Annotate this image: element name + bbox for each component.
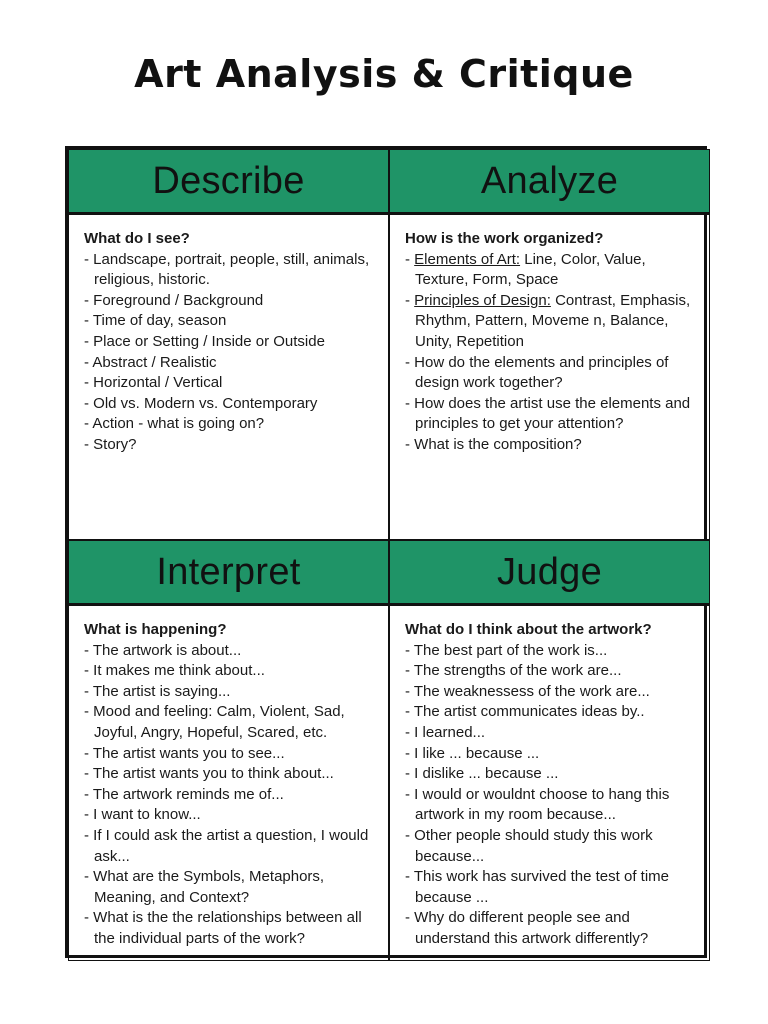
- list-item: - Abstract / Realistic: [84, 353, 217, 371]
- page-title: Art Analysis & Critique: [134, 52, 634, 96]
- list-item: - Horizontal / Vertical: [84, 374, 223, 392]
- list-item-prefix: -: [405, 291, 415, 309]
- list-item: - The artwork is about...: [84, 641, 242, 659]
- principles-of-design-text: Contrast, Emphasis, Rhythm, Pattern, Moveme n, Balance, Unity, Repetition: [415, 291, 691, 350]
- list-item: - The artwork reminds me of...: [84, 785, 284, 803]
- list-item: - I dislike ... because ...: [405, 765, 559, 783]
- analyze-panel: [389, 149, 710, 540]
- elements-of-art-text: Line, Color, Value, Texture, Form, Space: [415, 250, 646, 289]
- list-item: - I like ... because ...: [405, 744, 540, 762]
- list-item: - The artist is saying...: [84, 682, 231, 700]
- list-item: - Story?: [84, 435, 137, 453]
- list-item: - Time of day, season: [84, 312, 227, 330]
- describe-body: [69, 215, 388, 456]
- list-item: - Action - what is going on?: [84, 415, 265, 433]
- list-item: - The artist wants you to think about...: [84, 765, 334, 783]
- judge-heading: Judge: [390, 541, 709, 606]
- list-item: - Old vs. Modern vs. Contemporary: [84, 394, 318, 412]
- list-item: [405, 250, 699, 291]
- list-item: - I learned...: [405, 723, 486, 741]
- principles-of-design-label: Principles of Design:: [414, 291, 551, 309]
- list-item: - What is the the relationships between all the individual parts of the work?: [84, 909, 362, 947]
- analyze-question: How is the work organized?: [405, 230, 604, 247]
- interpret-panel: [68, 540, 389, 961]
- critique-grid: [65, 146, 707, 958]
- list-item: - Foreground / Background: [84, 291, 264, 309]
- list-item: - The strengths of the work are...: [405, 662, 622, 680]
- list-item: - The best part of the work is...: [405, 641, 608, 659]
- analyze-heading: Analyze: [390, 150, 709, 215]
- list-item: - Why do different people see and understand this artwork differently?: [405, 909, 649, 947]
- list-item: - What is the composition?: [405, 435, 582, 453]
- list-item: - If I could ask the artist a question, I would ask...: [84, 826, 369, 865]
- describe-panel: [68, 149, 389, 540]
- elements-of-art-label: Elements of Art:: [414, 250, 521, 268]
- describe-heading: Describe: [69, 150, 388, 215]
- list-item: - This work has survived the test of time because ...: [405, 868, 669, 906]
- list-item: - How does the artist use the elements and principles to get your attention?: [405, 394, 691, 433]
- list-item: - How do the elements and principles of design work together?: [405, 353, 669, 392]
- list-item: - What are the Symbols, Metaphors, Meaning, and Context?: [84, 868, 325, 906]
- list-item: - The weaknessess of the work are...: [405, 682, 650, 700]
- judge-panel: [389, 540, 710, 961]
- interpret-body: [69, 606, 388, 950]
- list-item: [405, 291, 699, 353]
- list-item: - The artist wants you to see...: [84, 744, 285, 762]
- describe-question: What do I see?: [84, 230, 190, 247]
- list-item: - It makes me think about...: [84, 662, 265, 680]
- analyze-body: [390, 215, 709, 456]
- list-item: - The artist communicates ideas by..: [405, 703, 645, 721]
- interpret-question: What is happening?: [84, 621, 227, 638]
- list-item: - Landscape, portrait, people, still, animals, religious, historic.: [84, 250, 370, 289]
- list-item: - Other people should study this work because...: [405, 826, 653, 865]
- judge-question: What do I think about the artwork?: [405, 621, 652, 638]
- list-item-prefix: -: [405, 250, 415, 268]
- judge-body: [390, 606, 709, 950]
- interpret-heading: Interpret: [69, 541, 388, 606]
- list-item: - I would or wouldnt choose to hang this artwork in my room because...: [405, 785, 670, 824]
- list-item: - Mood and feeling: Calm, Violent, Sad, Joyful, Angry, Hopeful, Scared, etc.: [84, 703, 345, 741]
- list-item: - I want to know...: [84, 806, 201, 824]
- list-item: - Place or Setting / Inside or Outside: [84, 332, 325, 350]
